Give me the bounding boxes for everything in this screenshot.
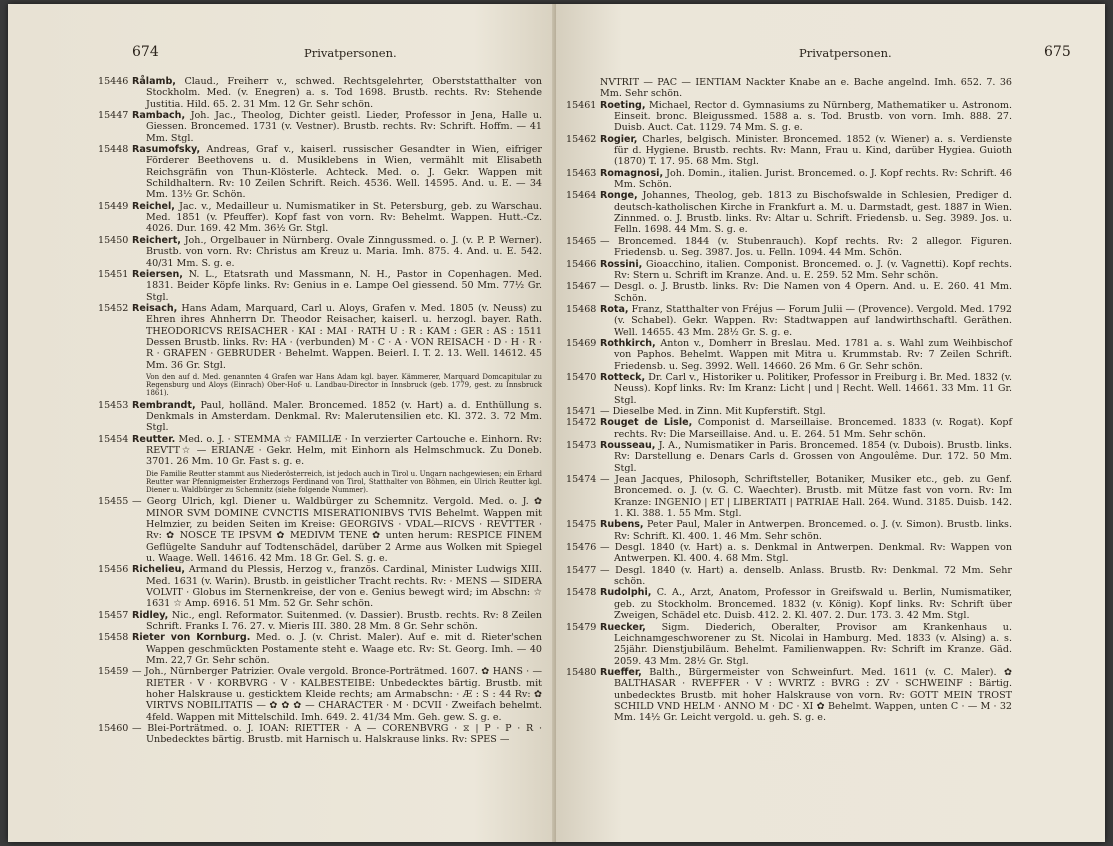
entry-name: Reutter. [132,433,176,445]
catalog-entry [98,144,542,201]
entry-name: Ronge, [600,190,638,202]
left-page [8,4,556,842]
entry-text: Jac. v., Medailleur u. Numismatiker in St. Petersburg, geb. zu Warschau. Med. 1851 (v. Pfeuffer). Kopf fast von vorn. Rv: Behelmt. Wappen. Hutt.-Cz. 4026. Dur. 169. 42 Mm. 36½ Gr. Stgl. [146,200,542,235]
entry-number: 15450 [98,234,129,246]
entry-number: 15456 [98,564,129,576]
entry-number: 15464 [566,190,597,202]
entry-name: Ridley, [132,609,169,621]
entry-text: Franz, Statthalter von Fréjus — Forum Julii — (Provence). Vergold. Med. 1792 (v. Schabel). Gekr. Wappen. Rv: Stadtwappen auf landwirthschaftl. Geräthen. Well. 14655. 43 Mm. 28½ Gr. S. g. e. [614,303,1012,338]
entry-text: Joh. Domin., italien. Jurist. Broncemed. o. J. Kopf rechts. Rv: Schrift. 46 Mm. Schön. [614,167,1012,191]
catalog-entry [566,564,1012,588]
entry-text: — Jean Jacques, Philosoph, Schriftsteller, Botaniker, Musiker etc., geb. zu Genf. Broncemed. o. J. (v. G. C. Waechter). Brustb. mit Mütze fast von vorn. Rv: Im Kranze: INGENIO | ET | LIBERTATI | PATRIAE Hall. 264. Wund. 3185. Duisb. 142. 1. Kl. 388. 1. 55 Mm. Stgl. [600,474,1012,520]
catalog-entry [566,281,1012,304]
catalog-entry [566,587,1012,622]
entry-text: C. A., Arzt, Anatom, Professor in Greifswald u. Berlin, Numismatiker, geb. zu Stockholm. Broncemed. 1832 (v. König). Kopf links. Rv: Schrift über Zweigen, Schädel etc. Duisb. 412. 2. Kl. 407. 2. Dur. 173. 3. 42 Mm. Stgl. [614,587,1012,622]
entry-name: Rieter von Kornburg. [132,632,251,644]
entry-name: Rouget de Lisle, [600,417,693,429]
catalog-entry [98,399,542,434]
entry-number: 15451 [98,268,129,280]
catalog-entry [566,666,1012,724]
entry-text: Hans Adam, Marquard, Carl u. Aloys, Grafen v. Med. 1805 (v. Neuss) zu Ehren ihres Ahnherrn Dr. Theodor Reisacher, kaiserl. u. herzogl. bayer. Rath. THEODORICVS REISACHER · KAI : MAI · RATH U : R : KAM : GER : AS : 1511 Dessen Brustb. links. Rv: HA · (verbunden) M · C · A · VON REISACH · D · H · R · R · GRAFEN · GEBRUDER · Behelmt. Wappen. Beierl. I. T. 2. 13. Well. 14612. 45 Mm. 36 Gr. Stgl. [146,302,542,371]
entry-number: 15461 [566,99,597,111]
entry-number: 15474 [566,474,597,486]
entry-number: 15462 [566,133,597,145]
catalog-entry [566,258,1012,282]
right-running-head: Privatpersonen. [799,46,892,60]
entry-text: Charles, belgisch. Minister. Broncemed. 1852 (v. Wiener) a. s. Verdienste für d. Hygiene. Brustb. rechts. Rv: Mann, Frau u. Kind, darüber Hygiea. Guioth (1870) T. 17. 95. 68 Mm. Stgl. [614,133,1013,168]
book-spread [8,4,1105,842]
right-page [556,4,1105,842]
catalog-entry [98,110,542,144]
entry-text: Peter Paul, Maler in Antwerpen. Broncemed. o. J. (v. Simon). Brustb. links. Rv: Schrift. Kl. 400. 1. 46 Mm. Sehr schön. [614,519,1012,542]
entry-number: 15472 [566,417,597,429]
entry-name: Reichel, [132,200,175,212]
entry-number: 15454 [98,433,129,445]
entry-number: 15477 [566,564,597,576]
entry-name: Rotteck, [600,371,646,383]
catalog-entry [566,167,1012,191]
entry-name: Richelieu, [132,564,185,576]
entry-text: — Desgl. 1840 (v. Hart) a. s. Denkmal in Antwerpen. Denkmal. Rv: Wappen von Antwerpen. Kl. 400. 4. 68 Mm. Stgl. [600,542,1012,565]
entry-number: 15468 [566,303,597,315]
catalog-entry [566,303,1012,338]
entry-text: Andreas, Graf v., kaiserl. russischer Gesandter in Wien, eifriger Förderer Beethovens u. d. Musiklebens in Wien, vermählt mit Elisabeth Reichsgräfin von Thun-Klösterle. Achteck. Med. o. J. Gekr. Wappen mit Schildhaltern. Rv: 10 Zeilen Schrift. Reich. 4536. Well. 14595. And. u. E. — 34 Mm. 13½ Gr. Schön. [146,144,542,201]
catalog-entry [98,268,542,303]
entry-text: Dr. Carl v., Historiker u. Politiker, Professor in Freiburg i. Br. Med. 1832 (v. Neuss). Kopf links. Rv: Im Kranz: Licht | und | Recht. Well. 14661. 33 Mm. 11 Gr. Stgl. [614,371,1012,406]
entry-text: — Georg Ulrich, kgl. Diener u. Waldbürger zu Schemnitz. Vergold. Med. o. J. ✿ MINOR SVM DOMINE CVNCTIS MISERATIONIBVS TVIS Behelmt. Wappen mit Helmzier, zu beiden Seiten im Kreise: GEORGIVS · VDAL—RICVS · REVTTER · Rv: ✿ NOSCE TE IPSVM ✿ MEDIVM TENE ✿ unten herum: RESPICE FINEM Geflügelte Sanduhr auf Todtenschädel, darüber 2 Arme aus Wolken mit Spiegel u. Waage. Well. 14616. 42 Mm. 18 Gr. Gel. S. g. e. [132,496,542,564]
entry-text: Claud., Freiherr v., schwed. Rechtsgelehrter, Oberststatthalter von Stockholm. Med. (v. Enegren) a. s. Tod 1698. Brustb. rechts. Rv: Stehende Justitia. Hild. 65. 2. 31 Mm. 12 Gr. Sehr schön. [146,76,542,110]
catalog-entry [98,496,542,564]
entry-number: 15458 [98,632,129,644]
right-page-number: 675 [1044,44,1071,60]
catalog-entry [566,405,1012,417]
entry-name: Rudolphi, [600,587,652,599]
entry-name: Rueffer, [600,666,642,678]
entry-name: Rasumofsky, [132,144,201,156]
entry-name: Rambach, [132,110,186,122]
catalog-entry [566,337,1012,372]
entry-text: Paul, holländ. Maler. Broncemed. 1852 (v. Hart) a. d. Enthüllung s. Denkmals in Amsterdam. Denkmal. Rv: Malerutensilien etc. Kl. 372. 3. 72 Mm. Stgl. [146,399,542,434]
entry-text: Sigm. Diederich, Oberalter, Provisor am Krankenhaus u. Leichnamgeschworener zu St. Nicolai in Hamburg. Med. 1833 (v. Alsing) a. s. 25jähr. Dienstjubiläum. Behelmt. Familienwappen. Rv: Schrift im Kranze. Gäd. 2059. 43 Mm. 28½ Gr. Stgl. [614,621,1012,667]
entry-number: 15470 [566,371,597,383]
entry-text: Anton v., Domherr in Breslau. Med. 1781 a. s. Wahl zum Weihbischof von Paphos. Behelmt. Wappen mit Mitra u. Krummstab. Rv: 7 Zeilen Schrift. Friedensb. u. Seg. 3992. Well. 14660. 26 Mm. 6 Gr. Sehr schön. [614,337,1012,372]
catalog-entry [566,99,1012,134]
entry-text: J. A., Numismatiker in Paris. Broncemed. 1854 (v. Dubois). Brustb. links. Rv: Darstellung e. Denars Carls d. Grossen von Angoulême. Dur. 172. 50 Mm. Stgl. [614,440,1012,474]
entry-number: 15455 [98,496,129,508]
entry-number: 15449 [98,200,129,212]
entry-name: Romagnosi, [600,167,664,179]
catalog-entry [98,234,542,269]
catalog-entry [566,371,1012,406]
entry-number: 15452 [98,302,129,314]
entry-name: Rota, [600,303,629,315]
catalog-entry [566,133,1013,168]
entry-number: 15467 [566,281,597,293]
entry-number: 15446 [98,76,129,87]
catalog-entry [566,621,1012,667]
entry-text: N. L., Etatsrath und Massmann, N. H., Pastor in Copenhagen. Med. 1831. Beider Köpfe links. Rv: Genius in e. Lampe Oel giessend. 50 Mm. 77½ Gr. Stgl. [146,268,542,303]
entry-name: Reisach, [132,302,178,314]
catalog-entry [98,723,542,746]
catalog-entry [566,542,1012,565]
entry-number: 15460 [98,723,129,735]
left-page-number: 674 [132,44,159,60]
entry-name: Rogier, [600,133,638,145]
entry-name: Rembrandt, [132,399,196,411]
entry-text: Armand du Plessis, Herzog v., französ. Cardinal, Minister Ludwigs XIII. Med. 1631 (v. Warin). Brustb. in geistlicher Tracht rechts. Rv: · MENS — SIDERA VOLVIT · Globus im Sternenkreise, der von e. Genius bewegt wird; im Abschn: ☆ 1631 ☆ Amp. 6916. 51 Mm. 52 Gr. Sehr schön. [146,564,542,610]
catalog-entry [98,564,542,610]
catalog-entry [98,302,542,371]
entry-text: — Desgl. 1840 (v. Hart) a. denselb. Anlass. Brustb. Rv: Denkmal. 72 Mm. Sehr schön. [600,564,1012,588]
entry-number: 15448 [98,144,129,156]
entry-number: 15469 [566,337,597,349]
entry-text: — Joh., Nürnberger Patrizier. Ovale vergold. Bronce-Porträtmed. 1607. ✿ HANS · — RIETER · V · KORBVRG · V · KALBESTEIBE: Unbedecktes bärtig. Brustb. mit hoher Halskrause u. gesticktem Kleide rechts; am Armabschn: · Æ : S : 44 Rv: ✿ VIRTVS NOBILITATIS — ✿ ✿ ✿ — CHARACTER · M · DCVII · Zweifach behelmt. 4feld. Wappen mit Mittelschild. Imh. 649. 2. 41/34 Mm. Geh. gew. S. g. e. [132,666,542,723]
entry-number: 15465 [566,235,597,247]
entry-number: 15478 [566,587,597,599]
catalog-entry [98,632,542,667]
entry-number: 15457 [98,609,129,621]
catalog-entry [566,235,1012,259]
entry-text: Michael, Rector d. Gymnasiums zu Nürnberg, Mathematiker u. Astronom. Einseit. bronc. Bleigussmed. 1588 a. s. Tod. Brustb. von vorn. Imh. 888. 27. Duisb. Auct. Cat. 1129. 74 Mm. S. g. e. [614,99,1012,134]
entry-name: Rousseau, [600,440,656,451]
catalog-entry [98,666,542,723]
right-page-body [566,77,1013,724]
entry-number: 15466 [566,258,597,270]
entry-text: Balth., Bürgermeister von Schweinfurt. Med. 1611 (v. C. Maler). ✿ BALTHASAR · RVEFFER · V : WVRTZ : BVRG : ZV · SCHWEINF : Bärtig. unbedecktes Brustb. mit hoher Halskrause von vorn. Rv: GOTT MEIN TROST SCHILD VND HELM · ANNO M · DC · XI ✿ Behelmt. Wappen, unten C · — M · 32 Mm. 14½ Gr. Leicht vergold. u. geh. S. g. e. [614,666,1012,724]
entry-footnote: Von den auf d. Med. genannten 4 Grafen war Hans Adam kgl. bayer. Kämmerer, Marquard Domcapitular zu Regensburg und Aloys (Einrach) Ober-Hof- u. Landbau-Director in Innsbruck (geb. 1779, gest. zu Innsbruck 1861). [146,372,542,398]
entry-text: — Desgl. o. J. Brustb. links. Rv: Die Namen von 4 Opern. And. u. E. 260. 41 Mm. Schön. [600,281,1012,304]
entry-name: Rossini, [600,258,643,270]
entry-name: Rålamb, [132,76,176,87]
continuation-text: NVTRIT — PAC — IENTIAM Nackter Knabe an e. Bache angelnd. Imh. 652. 7. 36 Mm. Sehr schön. [600,77,1012,100]
catalog-entry [98,200,542,235]
entry-text: — Dieselbe Med. in Zinn. Mit Kupferstift. Stgl. [600,405,826,417]
entry-footnote: Die Familie Reutter stammt aus Niederösterreich, ist jedoch auch in Tirol u. Ungarn nachgewiesen; ein Erhard Reutter war Pfennigmeister Erzherzogs Ferdinand von Tirol, Statthalter von Böhmen, ein Ulrich Reutter kgl. Diener u. Waldbürger zu Schemnitz (siehe folgende Nummer). [146,469,542,495]
entry-number: 15480 [566,666,597,678]
catalog-entry [566,417,1012,440]
entry-name: Rothkirch, [600,337,656,349]
entry-text: — Broncemed. 1844 (v. Stubenrauch). Kopf rechts. Rv: 2 allegor. Figuren. Friedensb. u. Seg. 3987. Jos. u. Felln. 1094. 44 Mm. Schön. [600,235,1012,259]
entry-name: Reiersen, [132,268,183,280]
entry-number: 15475 [566,519,597,531]
entry-number: 15453 [98,399,129,411]
entry-text: Componist d. Marseillaise. Broncemed. 1833 (v. Rogat). Kopf rechts. Rv: Die Marseillaise. And. u. E. 264. 51 Mm. Sehr schön. [614,417,1012,440]
entry-name: Rubens, [600,519,644,531]
entry-number: 15459 [98,666,129,678]
entry-text: Joh. Jac., Theolog, Dichter geistl. Lieder, Professor in Jena, Halle u. Giessen. Broncemed. 1731 (v. Vestner). Brustb. rechts. Rv: Schrift. Hoffm. — 41 Mm. Stgl. [146,110,542,144]
entry-text: — Blei-Porträtmed. o. J. IOAN: RIETTER · A — CORENBVRG · ⧖ | P · P · R · Unbedecktes bärtig. Brustb. mit Harnisch u. Halskrause links. Rv: SPES — [132,723,542,746]
left-running-head: Privatpersonen. [304,46,397,60]
catalog-entry [98,76,542,110]
entry-text: Joh., Orgelbauer in Nürnberg. Ovale Zinngussmed. o. J. (v. P. P. Werner). Brustb. von vorn. Rv: Christus am Kreuz u. Maria. Imh. 875. 4. And. u. E. 542. 40/31 Mm. S. g. e. [146,234,542,269]
catalog-entry [566,190,1012,236]
catalog-entry [566,440,1012,474]
entry-name: Reichert, [132,234,181,246]
left-page-body [98,76,542,746]
catalog-entry [98,433,542,468]
entry-name: Roeting, [600,99,646,111]
catalog-entry [566,519,1012,542]
entry-number: 15463 [566,167,597,179]
entry-number: 15476 [566,542,597,554]
entry-text: Johannes, Theolog, geb. 1813 zu Bischofswalde in Schlesien, Prediger d. deutsch-katholischen Kirche in Frankfurt a. M. u. Darmstadt, gest. 1887 in Wien. Zinnmed. o. J. Brustb. links. Rv: Altar u. Schrift. Friedensb. u. Seg. 3989. Jos. u. Felln. 1698. 44 Mm. S. g. e. [614,190,1012,236]
entry-text: Med. o. J. (v. Christ. Maler). Auf e. mit d. Rieter'schen Wappen geschmückten Postamente steht e. Waage etc. Rv: St. Georg. Imh. — 40 Mm. 22,7 Gr. Sehr schön. [146,632,542,667]
entry-text: Nic., engl. Reformator. Suitenmed. (v. Dassier). Brustb. rechts. Rv: 8 Zeilen Schrift. Franks I. 76. 27. v. Mieris III. 380. 28 Mm. 8 Gr. Sehr schön. [146,609,542,632]
entry-number: 15479 [566,621,597,633]
entry-number: 15471 [566,405,597,417]
entry-number: 15447 [98,110,129,122]
entry-text: Med. o. J. · STEMMA ☆ FAMILIÆ · In verzierter Cartouche e. Einhorn. Rv: REVTT☆ — ERIANÆ · Gekr. Helm, mit Einhorn als Helmschmuck. Zu Doneb. 3701. 26 Mm. 10 Gr. Fast s. g. e. [146,433,542,468]
catalog-entry [98,609,542,633]
entry-name: Ruecker, [600,621,646,633]
catalog-entry [566,474,1012,520]
entry-text: Gioacchino, italien. Componist. Broncemed. o. J. (v. Vagnetti). Kopf rechts. Rv: Stern u. Schrift im Kranze. And. u. E. 259. 52 Mm. Sehr schön. [614,258,1012,281]
entry-number: 15473 [566,440,597,451]
